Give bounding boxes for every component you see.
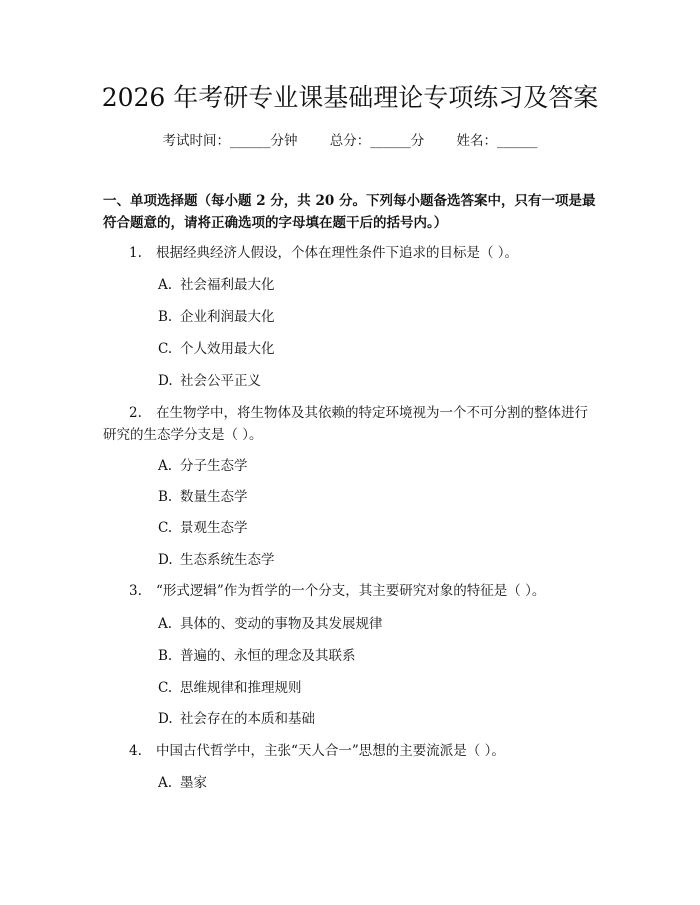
question-4 [103,740,600,762]
option-text: 数量生态学 [180,489,248,505]
question-stem: 中国古代哲学中，主张“天人合一”思想的主要流派是（ ）。 [156,743,505,759]
option-2b [158,487,248,507]
question-number: 4. [129,743,142,759]
question-stem: 根据经典经济人假设，个体在理性条件下追求的目标是（ ）。 [156,245,519,261]
option-letter: C. [158,520,173,536]
option-1d [158,371,261,391]
option-letter: B. [158,489,173,505]
option-letter: D. [158,373,173,389]
option-3c [158,678,302,698]
question-number: 3. [129,583,142,599]
option-4a [158,773,207,793]
option-2c [158,518,248,538]
option-letter: B. [158,309,173,325]
option-text: 生态系统生态学 [180,552,275,568]
option-text: 思维规律和推理规则 [180,680,302,696]
question-stem: “形式逻辑”作为哲学的一个分支，其主要研究对象的特征是（ ）。 [156,583,546,599]
option-3d [158,709,315,729]
option-text: 普遍的、永恒的理念及其联系 [180,648,356,664]
option-letter: C. [158,341,173,357]
option-text: 个人效用最大化 [180,341,275,357]
option-text: 景观生态学 [180,520,248,536]
total-score-field: 总分：______分 [329,133,425,149]
question-stem: 在生物学中，将生物体及其依赖的特定环境视为一个不可分割的整体进行研究的生态学分支是（ ）。 [103,405,588,443]
student-name-field: 姓名：______ [456,133,538,149]
option-text: 分子生态学 [180,458,248,474]
question-3 [103,580,600,602]
option-letter: A. [158,458,173,474]
question-number: 1. [129,245,142,261]
option-3b [158,646,356,666]
option-text: 社会公平正义 [180,373,261,389]
question-2 [103,402,600,446]
option-text: 企业利润最大化 [180,309,275,325]
option-1c [158,339,275,359]
question-1 [103,242,600,264]
option-2d [158,550,275,570]
option-text: 具体的、变动的事物及其发展规律 [180,616,383,632]
option-text: 墨家 [180,775,207,791]
option-text: 社会福利最大化 [180,277,275,293]
option-1b [158,307,275,327]
page-title: 2026 年考研专业课基础理论专项练习及答案 [101,83,599,112]
option-text: 社会存在的本质和基础 [180,711,315,727]
option-letter: A. [158,616,173,632]
question-number: 2. [129,405,142,421]
option-letter: A. [158,277,173,293]
option-letter: C. [158,680,173,696]
option-1a [158,275,275,295]
option-3a [158,614,383,634]
section-heading: 一、单项选择题（每小题 2 分，共 20 分。下列每小题备选答案中，只有一项是最符合题意的，请将正确选项的字母填在题干后的括号内。） [103,193,596,231]
option-letter: A. [158,775,173,791]
option-letter: D. [158,711,173,727]
option-2a [158,456,248,476]
exam-time-field: 考试时间：______分钟 [162,133,298,149]
exam-meta [0,131,700,151]
option-letter: D. [158,552,173,568]
option-letter: B. [158,648,173,664]
